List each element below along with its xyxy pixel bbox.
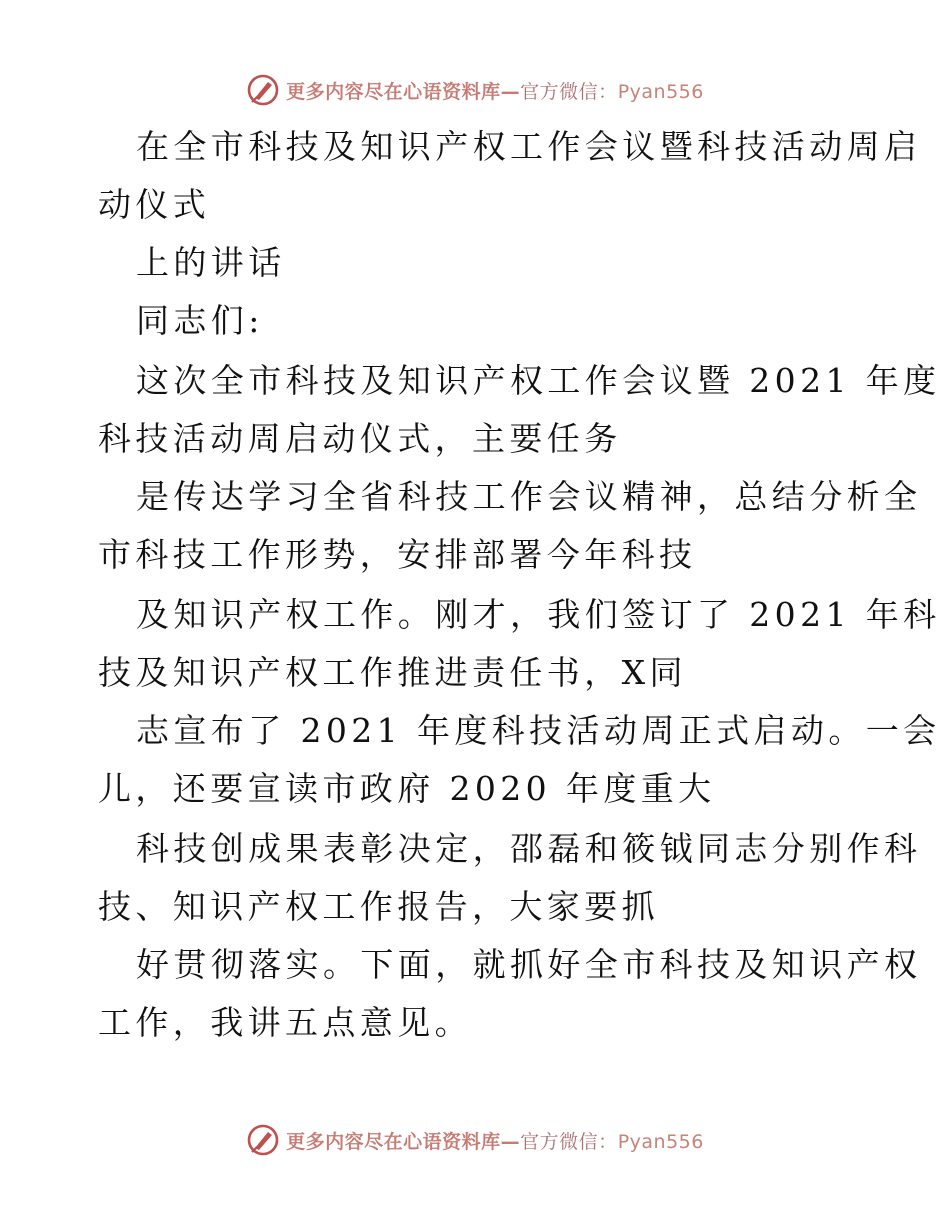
paragraph-line: 技、知识产权工作报告，大家要抓 (98, 887, 659, 926)
watermark-text (286, 77, 704, 104)
paragraph-line: 儿，还要宣读市政府 2020 年度重大 (98, 769, 716, 808)
paragraph-line: 科技创成果表彰决定，邵磊和筱钺同志分别作科 (136, 829, 922, 868)
paragraph-line: 工作，我讲五点意见。 (98, 1003, 472, 1042)
paragraph-line: 及知识产权工作。刚才，我们签订了 2021 年科 (136, 595, 941, 634)
watermark-dash: — (500, 1130, 521, 1153)
title-line-3: 上的讲话 (136, 243, 286, 282)
watermark-dash: — (500, 80, 521, 103)
watermark-wechat-id: Pyan556 (617, 80, 704, 103)
paragraph-line: 科技活动周启动仪式，主要任务 (98, 419, 622, 458)
quill-logo-icon (246, 73, 280, 107)
watermark-main: 更多内容尽在心语资料库 (286, 1130, 501, 1153)
paragraph-line: 志宣布了 2021 年度科技活动周正式启动。一会 (136, 711, 941, 750)
watermark-official-label: 官方微信： (520, 80, 618, 103)
paragraph-line: 是传达学习全省科技工作会议精神，总结分析全 (136, 477, 922, 516)
footer-watermark (0, 1120, 950, 1160)
title-line-2: 动仪式 (98, 185, 211, 224)
paragraph-line: 市科技工作形势，安排部署今年科技 (98, 535, 697, 574)
watermark-wechat-id: Pyan556 (617, 1130, 704, 1153)
paragraph-line: 这次全市科技及知识产权工作会议暨 2021 年度 (136, 361, 941, 400)
paragraph-line: 好贯彻落实。下面，就抓好全市科技及知识产权 (136, 945, 922, 984)
quill-logo-icon (246, 1123, 280, 1157)
header-watermark (0, 70, 950, 110)
title-line-1: 在全市科技及知识产权工作会议暨科技活动周启 (136, 127, 922, 166)
watermark-official-label: 官方微信： (520, 1130, 618, 1153)
watermark-main: 更多内容尽在心语资料库 (286, 80, 501, 103)
salutation: 同志们: (136, 301, 264, 340)
watermark-text (286, 1127, 704, 1154)
paragraph-line: 技及知识产权工作推进责任书，X同 (98, 653, 687, 692)
